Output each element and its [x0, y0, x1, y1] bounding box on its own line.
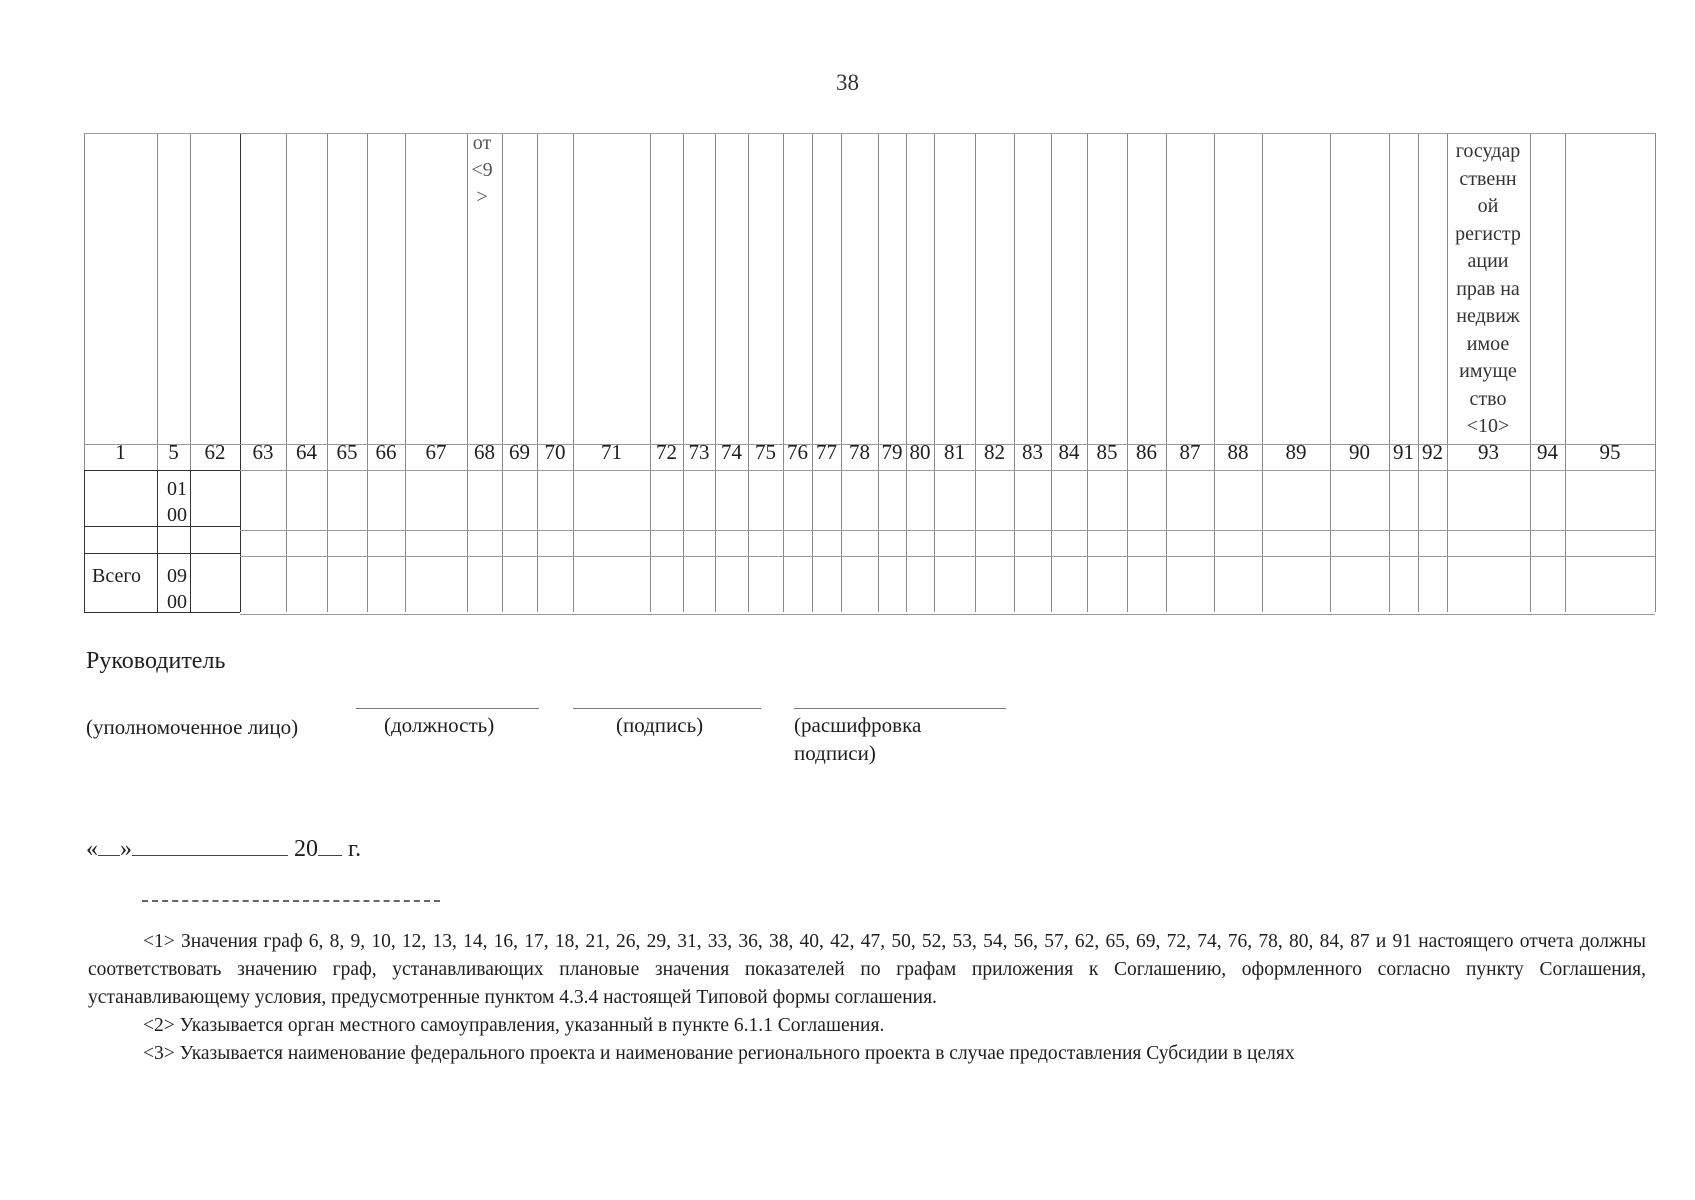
code-part: 00	[167, 504, 187, 526]
grid-line	[467, 133, 468, 612]
grid-line	[157, 133, 158, 470]
authorized-person-caption: (уполномоченное лицо)	[86, 715, 299, 739]
header-text-line: прав на	[1456, 277, 1520, 300]
grid-line	[1418, 133, 1419, 612]
fragment-line: <9	[471, 159, 493, 181]
position-line	[356, 708, 539, 709]
grid-line	[748, 133, 749, 612]
grid-line	[84, 612, 240, 613]
grid-line	[84, 553, 240, 554]
grid-line	[1262, 133, 1263, 612]
grid-line	[240, 530, 1655, 531]
column-number-88: 88	[1227, 440, 1249, 464]
position-caption: (должность)	[384, 713, 495, 737]
grid-line	[84, 526, 240, 527]
date-quote-open: «	[86, 836, 98, 862]
grid-line	[1530, 133, 1531, 612]
grid-line	[1051, 133, 1052, 612]
date-quote-close: »	[120, 836, 132, 862]
grid-line	[1330, 133, 1331, 612]
header-fragment	[470, 130, 494, 211]
column-number-91: 91	[1393, 440, 1414, 464]
footnote-separator	[142, 900, 440, 902]
column-number-95: 95	[1599, 440, 1621, 464]
year-blank	[318, 833, 342, 856]
grid-line	[1087, 133, 1088, 612]
column-number-68: 68	[474, 440, 495, 464]
fragment-line: от	[472, 132, 492, 154]
day-blank	[98, 833, 120, 856]
header-text-line: регистр	[1455, 222, 1521, 245]
year-prefix: 20	[294, 836, 318, 862]
column-number-78: 78	[849, 440, 870, 464]
row-total-code	[167, 563, 187, 615]
decode-caption-line: подписи)	[794, 741, 876, 765]
column-number-82: 82	[984, 440, 1005, 464]
grid-line	[1389, 133, 1390, 612]
grid-line	[683, 133, 684, 612]
grid-line	[975, 133, 976, 612]
header-text-line: имое	[1466, 332, 1510, 355]
page-number: 38	[836, 70, 859, 95]
header-gos-registration	[1448, 138, 1528, 441]
header-text-line: ственн	[1459, 167, 1517, 190]
column-number-63: 63	[252, 440, 274, 464]
column-number-67: 67	[425, 440, 447, 464]
column-number-89: 89	[1285, 440, 1307, 464]
grid-line	[1014, 133, 1015, 612]
grid-line	[812, 133, 813, 612]
decode-caption-line: (расшифровка	[794, 713, 922, 737]
code-part: 09	[167, 565, 187, 587]
column-number-5: 5	[168, 440, 179, 464]
column-number-62: 62	[204, 440, 226, 464]
column-number-87: 87	[1179, 440, 1201, 464]
header-text-line: ации	[1467, 250, 1509, 272]
header-text-line: ство	[1469, 387, 1507, 410]
grid-line	[573, 133, 574, 612]
grid-line	[1565, 133, 1566, 612]
grid-line	[84, 133, 85, 470]
grid-line	[190, 133, 191, 470]
fragment-line: >	[476, 186, 488, 208]
grid-line	[906, 133, 907, 612]
column-number-64: 64	[296, 440, 317, 464]
grid-line	[367, 133, 368, 612]
grid-line	[190, 470, 191, 612]
code-part: 00	[167, 591, 187, 613]
grid-line	[405, 133, 406, 612]
grid-line	[715, 133, 716, 612]
column-number-72: 72	[656, 440, 677, 464]
column-number-92: 92	[1422, 440, 1443, 464]
grid-line	[783, 133, 784, 612]
signature-line	[573, 708, 761, 709]
column-number-77: 77	[816, 440, 837, 464]
column-number-81: 81	[944, 440, 965, 464]
head-title: Руководитель	[86, 648, 226, 674]
grid-line	[286, 133, 287, 612]
row-total-label: Всего	[92, 565, 142, 587]
grid-line	[84, 133, 1655, 134]
grid-line	[502, 133, 503, 612]
column-number-93: 93	[1478, 440, 1499, 464]
signature-caption: (подпись)	[616, 713, 704, 737]
year-suffix: г.	[348, 836, 362, 862]
grid-line	[327, 133, 328, 612]
header-text-line: государ	[1455, 140, 1521, 162]
footnote-3: <3> Указывается наименование федерального проекта и наименование регионального проекта в случае предоставления Субсидии в целях	[143, 1043, 1295, 1064]
column-number-94: 94	[1537, 440, 1558, 464]
header-text-line: недвиж	[1456, 305, 1520, 327]
month-blank	[132, 833, 288, 856]
column-number-65: 65	[336, 440, 358, 464]
column-number-1: 1	[115, 440, 126, 464]
grid-line	[1655, 133, 1656, 612]
grid-line	[1214, 133, 1215, 612]
footnote-2: <2> Указывается орган местного самоуправления, указанный в пункте 6.1.1 Соглашения.	[143, 1015, 885, 1036]
row-1-code	[167, 476, 187, 528]
grid-line	[84, 470, 240, 471]
grid-line	[1127, 133, 1128, 612]
grid-line	[240, 133, 241, 612]
column-number-70: 70	[544, 440, 566, 464]
header-text-line: <10>	[1466, 415, 1510, 437]
column-number-75: 75	[755, 440, 776, 464]
decode-line	[794, 708, 1006, 709]
footnote-1: <1> Значения граф 6, 8, 9, 10, 12, 13, 14, 16, 17, 18, 21, 26, 29, 31, 33, 36, 38, 40, 42, 47, 50, 52, 53, 54, 56, 57, 62, 65, 69, 72, 74, 76, 78, 80, 84, 87 и 91 настоящего отчета должны соответствовать значению граф, устанавливающих плановые значения показателей по графам приложения к Соглашению, оформленного согласно пункту Соглашения, устанавливающему условия, предусмотренные пунктом 4.3.4 настоящей Типовой формы соглашения.	[88, 931, 1646, 1008]
grid-line	[934, 133, 935, 612]
date-field	[86, 833, 361, 863]
grid-line	[240, 614, 1655, 615]
column-number-80: 80	[909, 440, 931, 464]
grid-line	[878, 133, 879, 612]
column-number-69: 69	[509, 440, 530, 464]
column-number-86: 86	[1136, 440, 1157, 464]
code-part: 01	[167, 478, 187, 500]
grid-line	[240, 556, 1655, 557]
column-number-66: 66	[375, 440, 397, 464]
header-text-line: ой	[1477, 195, 1499, 217]
column-number-90: 90	[1349, 440, 1370, 464]
column-number-83: 83	[1022, 440, 1043, 464]
column-number-71: 71	[601, 440, 622, 464]
column-number-79: 79	[881, 440, 903, 464]
column-number-73: 73	[688, 440, 710, 464]
grid-line	[1166, 133, 1167, 612]
column-number-85: 85	[1096, 440, 1118, 464]
column-number-84: 84	[1058, 440, 1080, 464]
header-text-line: имуще	[1459, 360, 1517, 382]
grid-line	[650, 133, 651, 612]
decode-caption	[794, 711, 921, 767]
grid-line	[84, 470, 85, 612]
grid-line	[157, 470, 158, 612]
footnotes	[88, 928, 1646, 1068]
grid-line	[240, 470, 1655, 471]
column-number-74: 74	[721, 440, 742, 464]
grid-line	[537, 133, 538, 612]
grid-line	[841, 133, 842, 612]
column-number-76: 76	[787, 440, 808, 464]
